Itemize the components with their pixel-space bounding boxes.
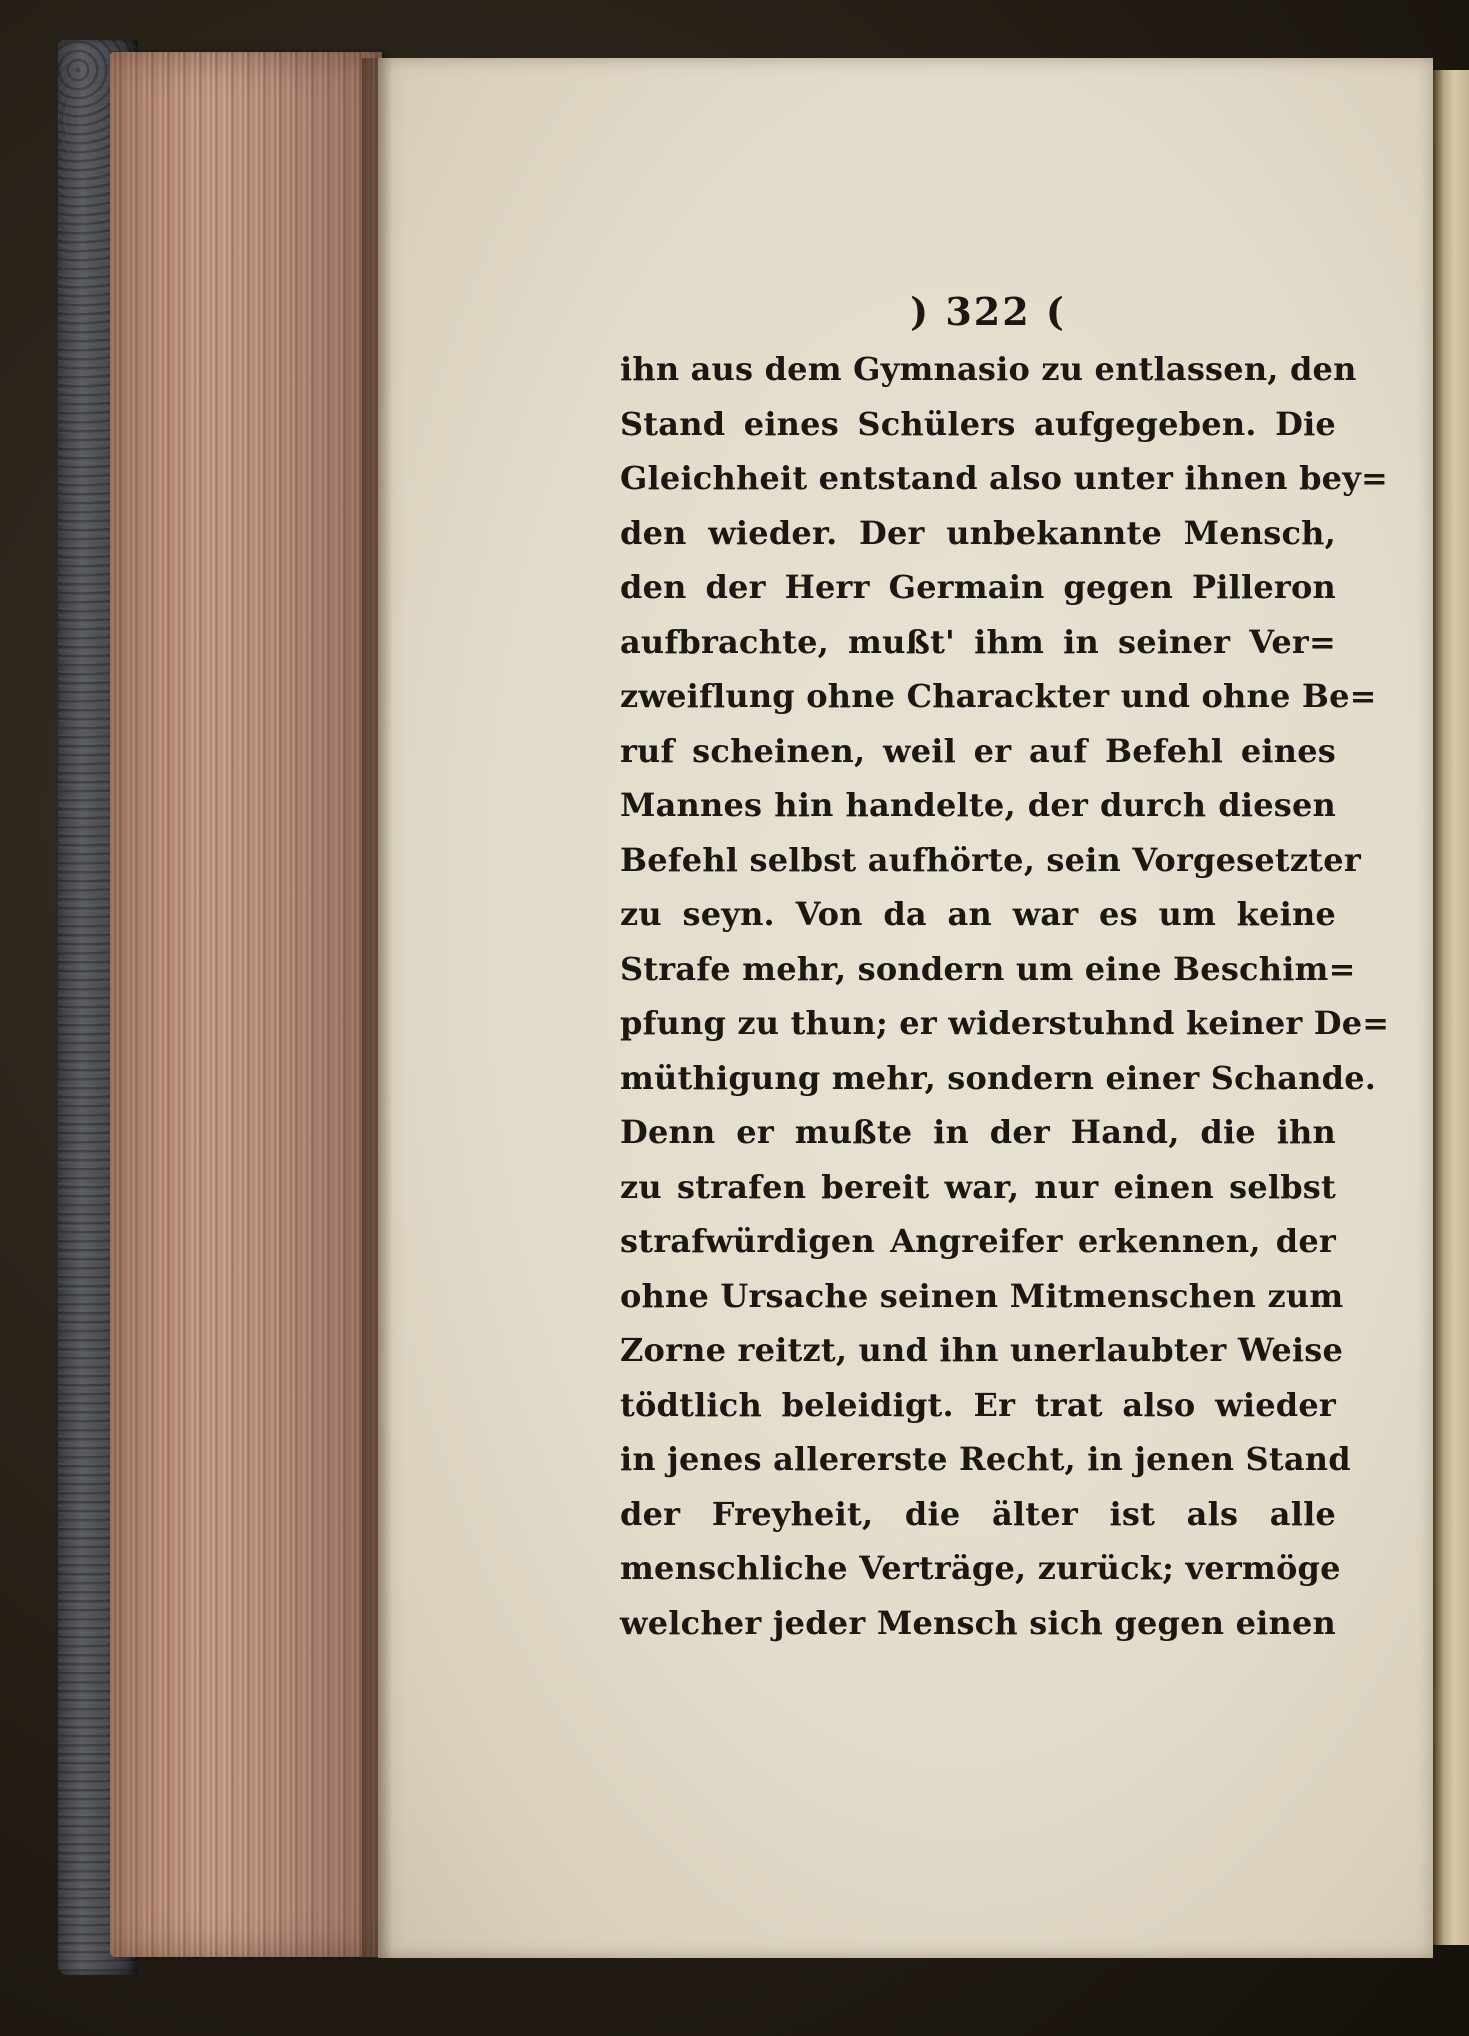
text-line: ruf scheinen, weil er auf Befehl eines [620,731,1336,770]
text-line: zu seyn. Von da an war es um keine [620,895,1336,933]
page-gutter [362,58,392,1958]
text-line: Strafe mehr, sondern um eine Beschim= [620,949,1356,988]
text-line: Denn er mußte in der Hand, die ihn [620,1113,1336,1151]
text-line: Stand eines Schülers aufgegeben. Die [620,404,1336,443]
text-line: zweiflung ohne Charackter und ohne Be= [620,677,1377,715]
text-line: tödtlich beleidigt. Er trat also wieder [620,1385,1336,1424]
text-line: aufbrachte, mußt' ihm in seiner Ver= [620,622,1336,661]
text-line: den der Herr Germain gegen Pilleron [620,568,1336,606]
page-edges [110,52,382,1957]
text-line: zu strafen bereit war, nur einen selbst [620,1167,1336,1206]
text-line: Mannes hin handelte, der durch diesen [620,786,1336,824]
page-text [620,288,1390,1650]
text-line: Befehl selbst aufhörte, sein Vorgesetzter [620,840,1361,879]
text-line: der Freyheit, die älter ist als alle [620,1494,1336,1533]
text-line: müthigung mehr, sondern einer Schande. [620,1058,1377,1097]
text-line: pfung zu thun; er widerstuhnd keiner De= [620,1004,1390,1042]
text-line: in jenes allererste Recht, in jenen Stand [620,1440,1351,1478]
text-line: menschliche Verträge, zurück; vermöge [620,1549,1341,1587]
text-line: welcher jeder Mensch sich gegen einen [620,1603,1336,1642]
facing-page-edge [1433,70,1469,1945]
text-line: ihn aus dem Gymnasio zu entlassen, den [620,350,1357,388]
text-line: ohne Ursache seinen Mitmenschen zum [620,1276,1344,1315]
text-line: Gleichheit entstand also unter ihnen bey= [620,459,1389,497]
text-line: den wieder. Der unbekannte Mensch, [620,513,1336,552]
text-line: strafwürdigen Angreifer erkennen, der [620,1222,1336,1260]
text-line: Zorne reitzt, und ihn unerlaubter Weise [620,1331,1344,1369]
page-number: ) 322 ( [910,289,1066,334]
